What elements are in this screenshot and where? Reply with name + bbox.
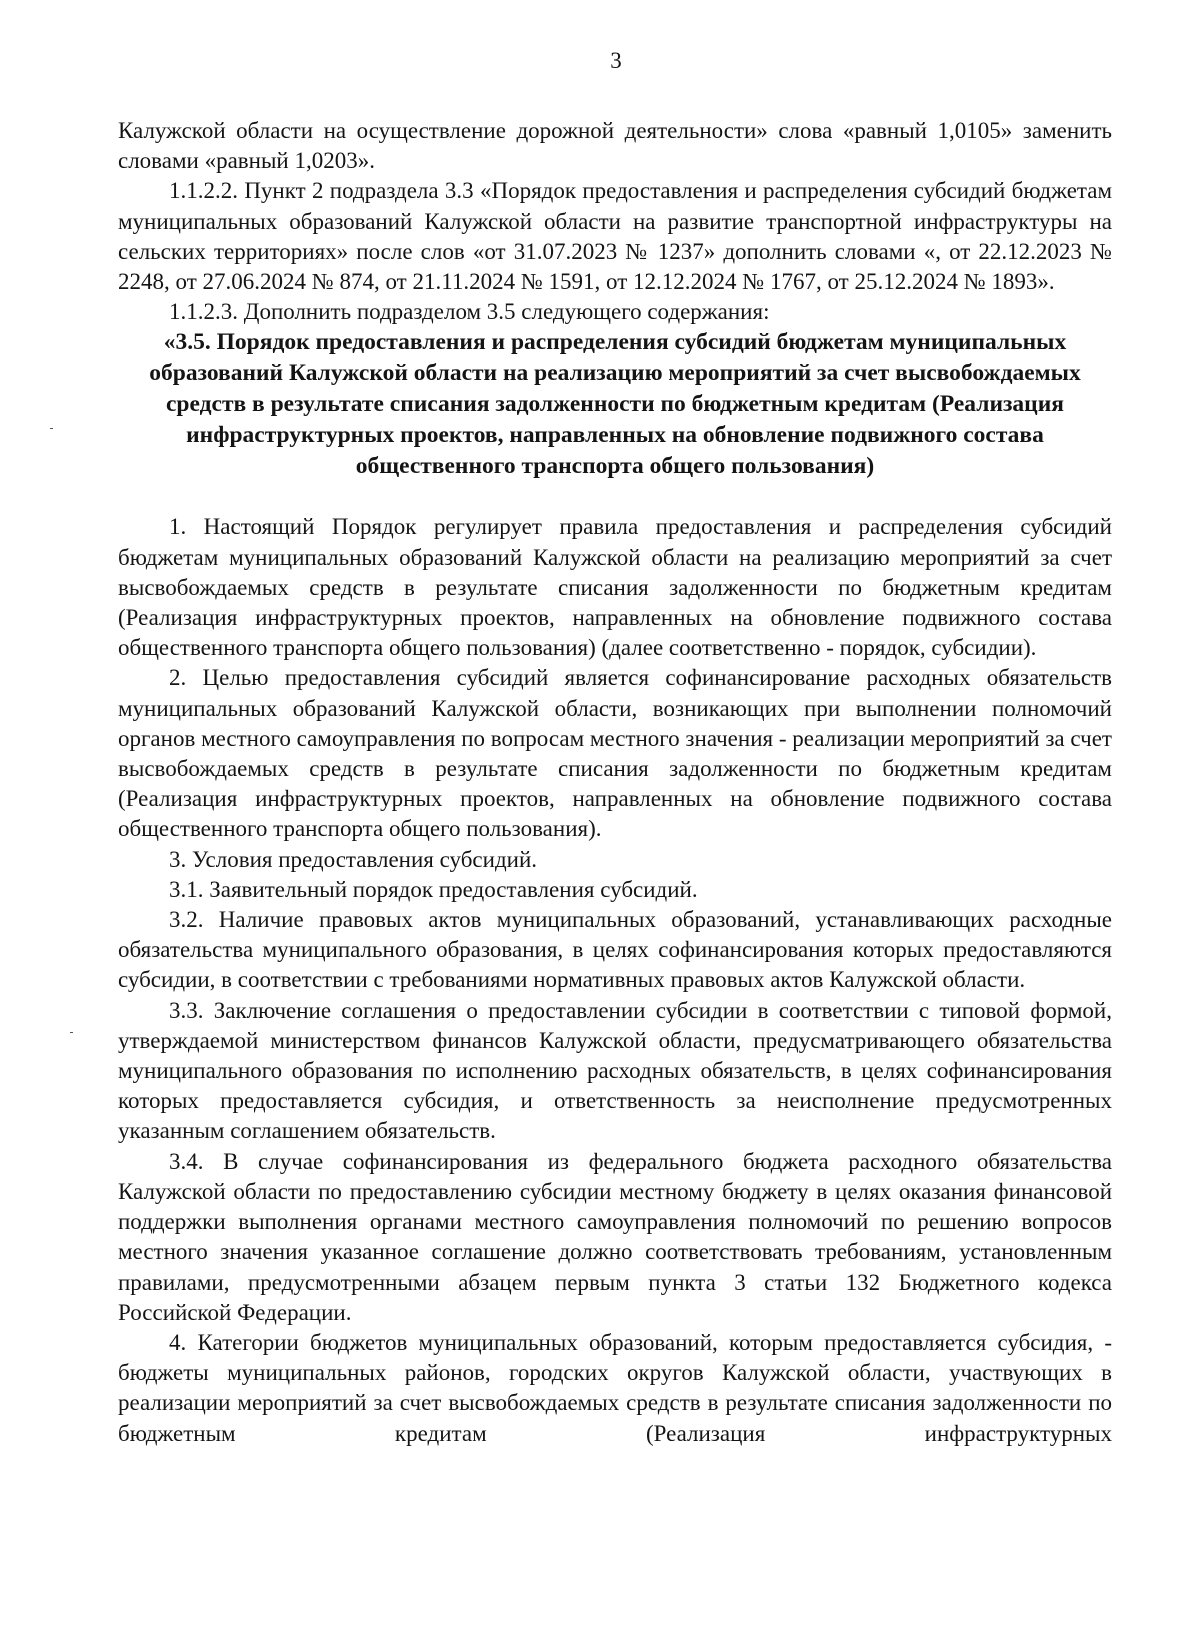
paragraph-1: 1. Настоящий Порядок регулирует правила предоставления и распределения субсидий бюджетам муниципальных образований Калужской области на реализацию мероприятий за счет высвобождаемых средств в результате списания задолженности по бюджетным кредитам (Реализация инфраструктурных проектов, направленных на обновление подвижного состава общественного транспорта общего пользования) (далее соответственно - порядок, субсидии).	[118, 514, 1112, 661]
paragraph-1-1-2-3: 1.1.2.3. Дополнить подразделом 3.5 следующего содержания:	[169, 299, 770, 325]
document-body	[118, 116, 1112, 1449]
heading-spacer	[118, 482, 1112, 512]
paragraph-1-1-2-2: 1.1.2.2. Пункт 2 подраздела 3.3 «Порядок предоставления и распределения субсидий бюджетам муниципальных образований Калужской области на развитие транспортной инфраструктуры на сельских территориях» после слов «от 31.07.2023 № 1237» дополнить словами «, от 22.12.2023 № 2248, от 27.06.2024 № 874, от 21.11.2024 № 1591, от 12.12.2024 № 1767, от 25.12.2024 № 1893».	[118, 178, 1112, 295]
paragraph-3-3: 3.3. Заключение соглашения о предоставлении субсидии в соответствии с типовой формой, утверждаемой министерством финансов Калужской области, предусматривающего обязательства муниципального образования по исполнению расходных обязательств, в целях софинансирования которых предоставляется субсидия, и ответственность за неисполнение предусмотренных указанным соглашением обязательств.	[118, 997, 1112, 1144]
scan-artifact-mark	[70, 1032, 73, 1033]
paragraph-3-1: 3.1. Заявительный порядок предоставления субсидий.	[169, 876, 698, 902]
scan-artifact-mark	[50, 428, 53, 429]
page-number: 3	[610, 48, 622, 73]
paragraph-3: 3. Условия предоставления субсидий.	[169, 846, 538, 872]
paragraph-4: 4. Категории бюджетов муниципальных образований, которым предоставляется субсидия, - бюджеты муниципальных районов, городских округов Калужской области, участвующих в реализации мероприятий за счет высвобождаемых средств в результате списания задолженности по бюджетным кредитам (Реализация инфраструктурных	[118, 1329, 1112, 1446]
section-heading: «3.5. Порядок предоставления и распределения субсидий бюджетам муниципальных образований Калужской области на реализацию мероприятий за счет высвобождаемых средств в результате списания задолженности по бюджетным кредитам (Реализация инфраструктурных проектов, направленных на обновление подвижного состава общественного транспорта общего пользования)	[149, 329, 1081, 480]
paragraph-3-4: 3.4. В случае софинансирования из федерального бюджета расходного обязательства Калужской области по предоставлению субсидии местному бюджету в целях оказания финансовой поддержки выполнения органами местного самоуправления полномочий по решению вопросов местного значения указанное соглашение должно соответствовать требованиям, установленным правилами, предусмотренными абзацем первым пункта 3 статьи 132 Бюджетного кодекса Российской Федерации.	[118, 1148, 1112, 1325]
paragraph-intro: Калужской области на осуществление дорожной деятельности» слова «равный 1,0105» заменить словами «равный 1,0203».	[118, 118, 1112, 174]
paragraph-2: 2. Целью предоставления субсидий является софинансирование расходных обязательств муниципальных образований Калужской области, возникающих при выполнении полномочий органов местного самоуправления по вопросам местного значения - реализации мероприятий за счет высвобождаемых средств в результате списания задолженности по бюджетным кредитам (Реализация инфраструктурных проектов, направленных на обновление подвижного состава общественного транспорта общего пользования).	[118, 665, 1112, 842]
paragraph-3-2: 3.2. Наличие правовых актов муниципальных образований, устанавливающих расходные обязательства муниципального образования, в целях софинансирования которых предоставляются субсидии, в соответствии с требованиями нормативных правовых актов Калужской области.	[118, 907, 1112, 993]
